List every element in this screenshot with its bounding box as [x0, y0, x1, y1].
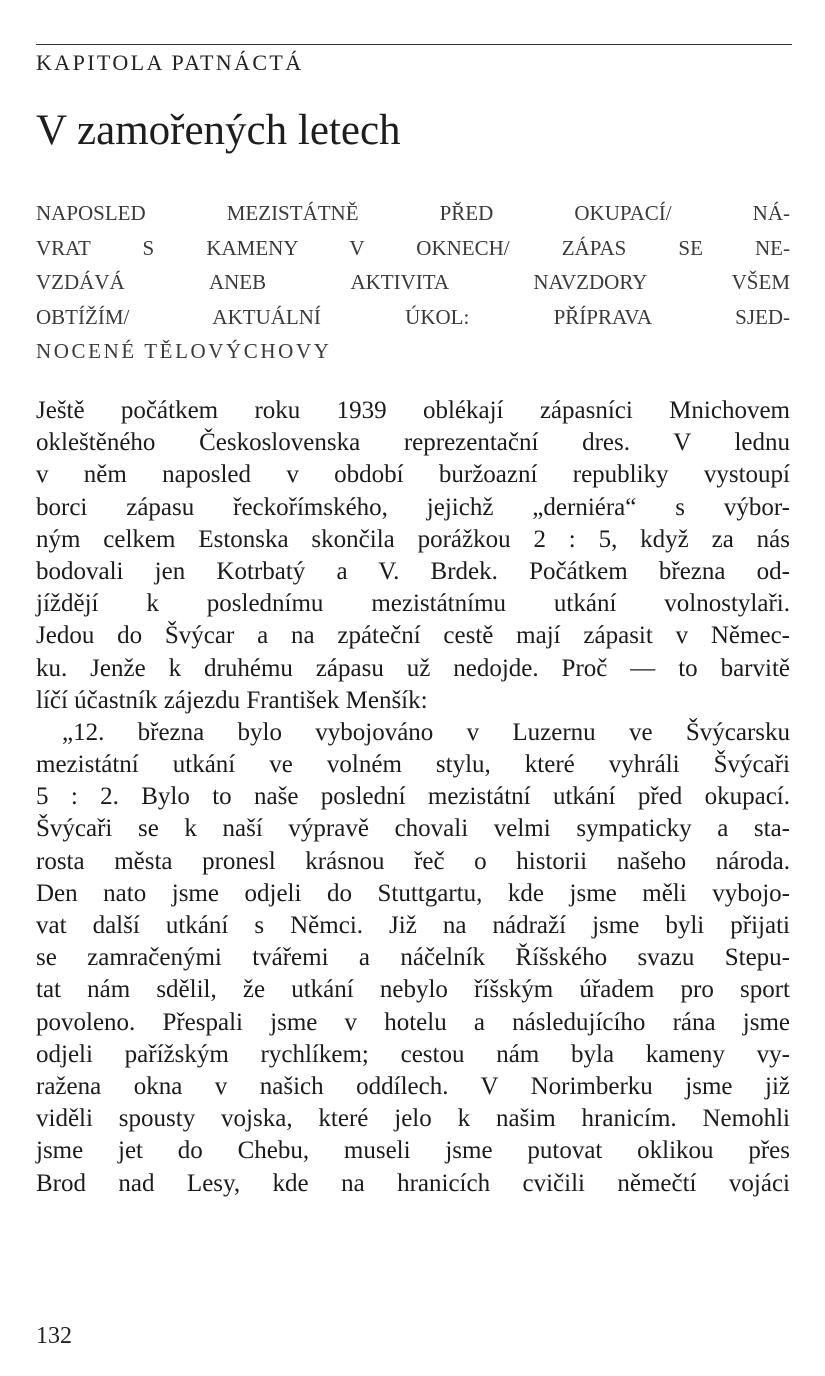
text-line: odjeli pařížským rychlíkem; cestou nám byla kameny vy-: [36, 1040, 790, 1068]
text-line: vat další utkání s Němci. Již na nádraží jsme byli přijati: [36, 912, 790, 939]
text-line: jsme jet do Chebu, museli jsme putovat oklikou přes: [36, 1137, 790, 1165]
text-line: povoleno. Přespali jsme v hotelu a následujícího rána jsme: [36, 1008, 790, 1036]
chapter-label: KAPITOLA PATNÁCTÁ: [36, 50, 304, 75]
text-line: jíždějí k poslednímu mezistátnímu utkání volnostylaři.: [36, 590, 790, 618]
text-line: borci zápasu řeckořímského, jejichž „derniéra“ s výbor-: [36, 493, 790, 521]
text-line: tat nám sdělil, že utkání nebylo říšským úřadem pro sport: [36, 976, 790, 1004]
text-line: líčí účastník zájezdu František Menšík:: [36, 686, 428, 714]
text-line: 5 : 2. Bylo to naše poslední mezistátní utkání před okupací.: [36, 783, 790, 811]
body-text: [36, 395, 790, 1200]
chapter-synopsis: [36, 196, 790, 369]
text-line: ražena okna v našich oddílech. V Norimberku jsme již: [36, 1072, 790, 1100]
synopsis-line: NAPOSLED MEZISTÁTNĚ PŘED OKUPACÍ/ NÁ-: [36, 201, 790, 225]
text-line: Švýcaři se k naší výpravě chovali velmi sympaticky a sta-: [36, 815, 790, 843]
text-line: rosta města pronesl krásnou řeč o historii našeho národa.: [36, 847, 790, 875]
text-line: Den nato jsme odjeli do Stuttgartu, kde jsme měli vybojo-: [36, 879, 790, 907]
chapter-title: V zamořených letech: [36, 107, 401, 154]
text-line: se zamračenými tvářemi a náčelník Říšského svazu Stepu-: [36, 944, 790, 972]
text-line: ným celkem Estonska skončila porážkou 2 : 5, když za nás: [36, 525, 790, 553]
top-rule: [36, 44, 792, 45]
text-line: Ještě počátkem roku 1939 oblékají zápasníci Mnichovem: [36, 397, 790, 424]
text-line: mezistátní utkání ve volném stylu, které vyhráli Švýcaři: [36, 751, 790, 779]
text-line: Jedou do Švýcar a na zpáteční cestě mají zápasit v Němec-: [36, 622, 790, 650]
text-line: „12. března bylo vybojováno v Luzernu ve Švýcarsku: [62, 718, 790, 746]
text-line: v něm naposled v období buržoazní republiky vystoupí: [36, 461, 790, 489]
synopsis-line: VRAT S KAMENY V OKNECH/ ZÁPAS SE NE-: [36, 235, 790, 260]
text-line: okleštěného Československa reprezentační dres. V lednu: [36, 429, 790, 457]
text-line: viděli spousty vojska, které jelo k našim hranicím. Nemohli: [36, 1105, 790, 1133]
page-number: 132: [36, 1323, 72, 1349]
text-line: ku. Jenže k druhému zápasu už nedojde. Proč — to barvitě: [36, 654, 790, 682]
synopsis-line: VZDÁVÁ ANEB AKTIVITA NAVZDORY VŠEM: [36, 270, 790, 294]
text-line: bodovali jen Kotrbatý a V. Brdek. Počátkem března od-: [36, 557, 790, 585]
synopsis-line: OBTÍŽÍM/ AKTUÁLNÍ ÚKOL: PŘÍPRAVA SJED-: [36, 304, 790, 329]
text-line: Brod nad Lesy, kde na hranicích cvičili němečtí vojáci: [36, 1169, 790, 1197]
synopsis-line: NOCENÉ TĚLOVÝCHOVY: [36, 339, 332, 363]
